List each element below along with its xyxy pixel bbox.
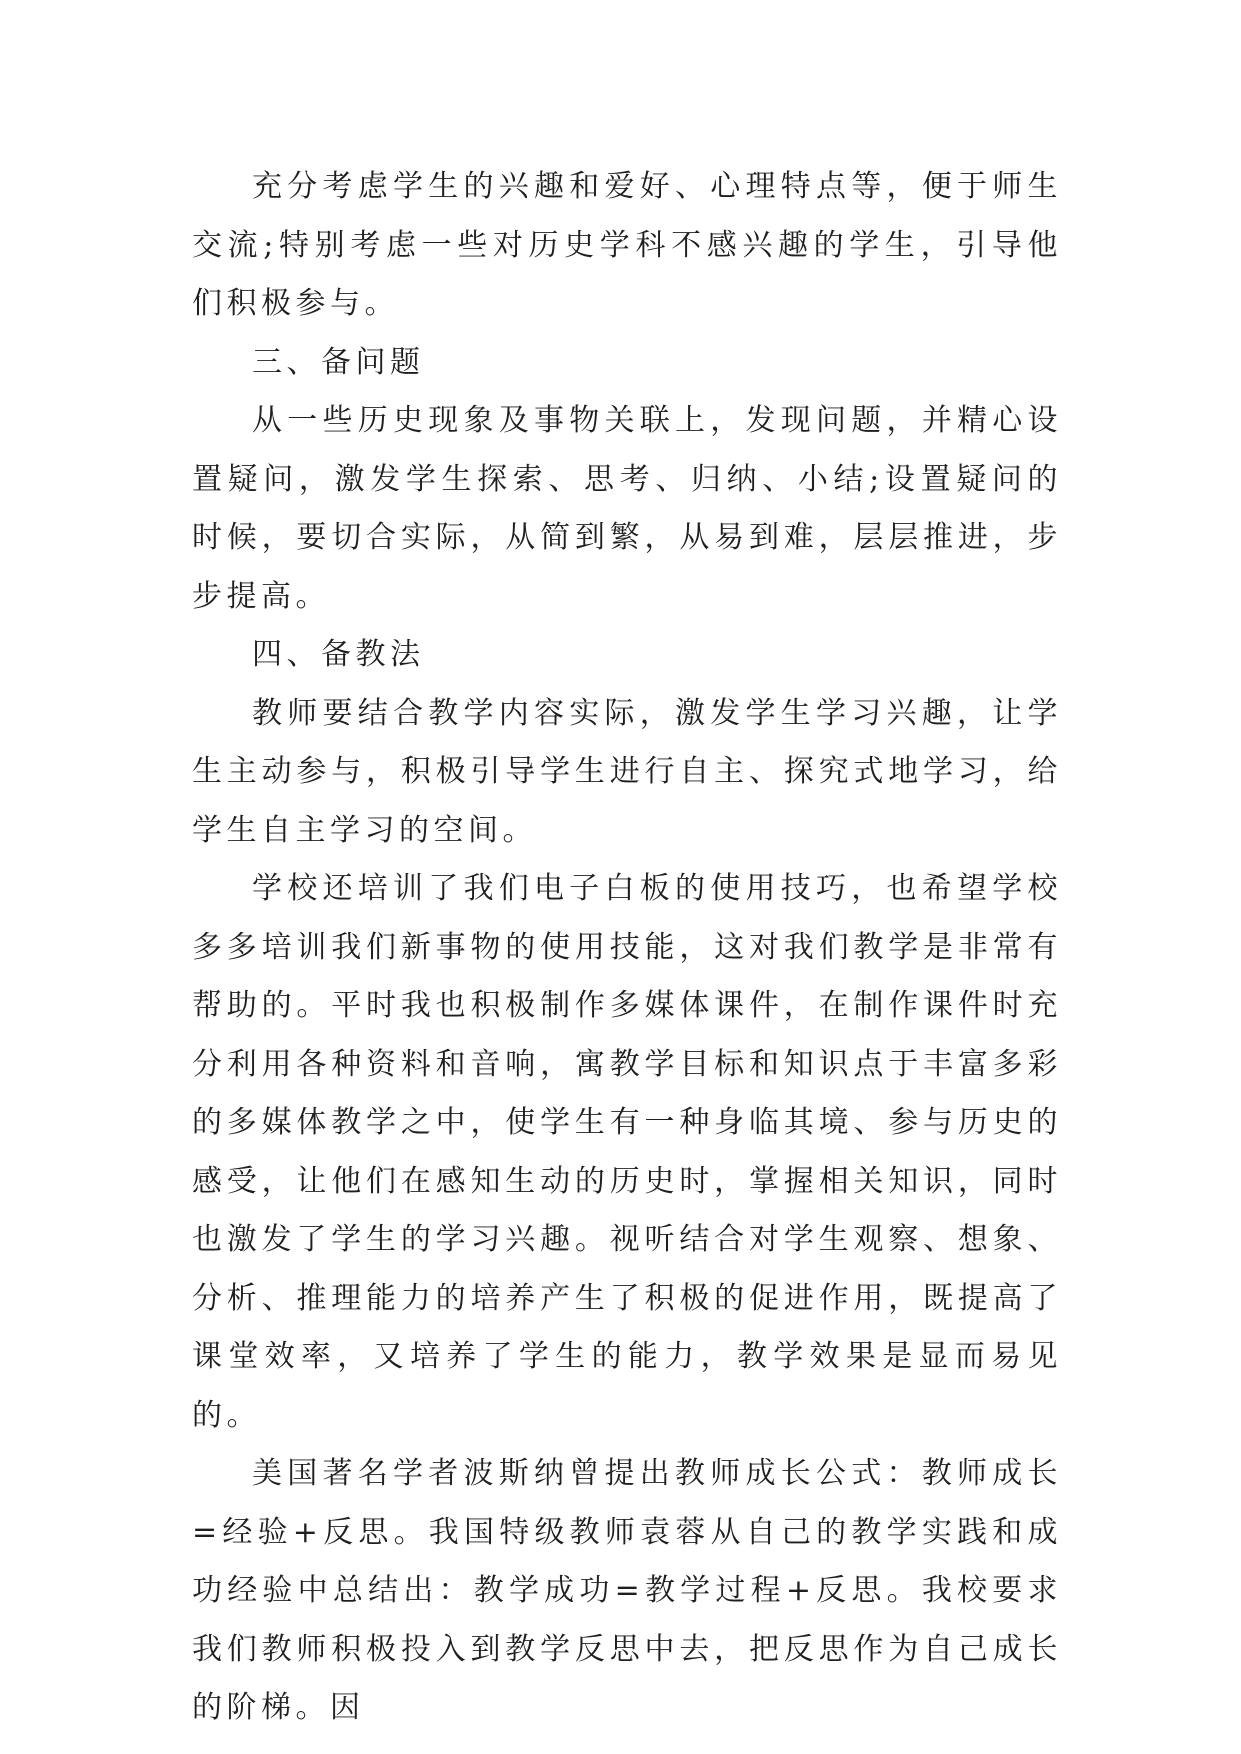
paragraph-methods: 教师要结合教学内容实际，激发学生学习兴趣，让学生主动参与，积极引导学生进行自主、探究式地学习，给学生自主学习的空间。 [192,695,1062,848]
paragraph-questions: 从一些历史现象及事物关联上，发现问题，并精心设置疑问，激发学生探索、思考、归纳、小结;设置疑问的时候，要切合实际，从简到繁，从易到难，层层推进，步步提高。 [192,403,1062,614]
paragraph-teacher-growth: 美国著名学者波斯纳曾提出教师成长公式：教师成长=经验+反思。我国特级教师袁蓉从自己的教学实践和成功经验中总结出：教学成功=教学过程+反思。我校要求我们教师积极投入到教学反思中去，把反思作为自己成长的阶梯。因 [192,1456,1062,1725]
paragraph-interest: 充分考虑学生的兴趣和爱好、心理特点等，便于师生交流;特别考虑一些对历史学科不感兴趣的学生，引导他们积极参与。 [192,169,1062,321]
document-body [192,158,1062,1738]
heading-prepare-methods: 四、备教法 [252,637,425,672]
heading-prepare-questions: 三、备问题 [252,344,425,380]
paragraph-whiteboard-training: 学校还培训了我们电子白板的使用技巧，也希望学校多多培训我们新事物的使用技能，这对我们教学是非常有帮助的。平时我也积极制作多媒体课件，在制作课件时充分利用各种资料和音响，寓教学目标和知识点于丰富多彩的多媒体教学之中，使学生有一种身临其境、参与历史的感受，让他们在感知生动的历史时，掌握相关知识，同时也激发了学生的学习兴趣。视听结合对学生观察、想象、分析、推理能力的培养产生了积极的促进作用，既提高了课堂效率，又培养了学生的能力，教学效果是显而易见的。 [192,871,1062,1433]
